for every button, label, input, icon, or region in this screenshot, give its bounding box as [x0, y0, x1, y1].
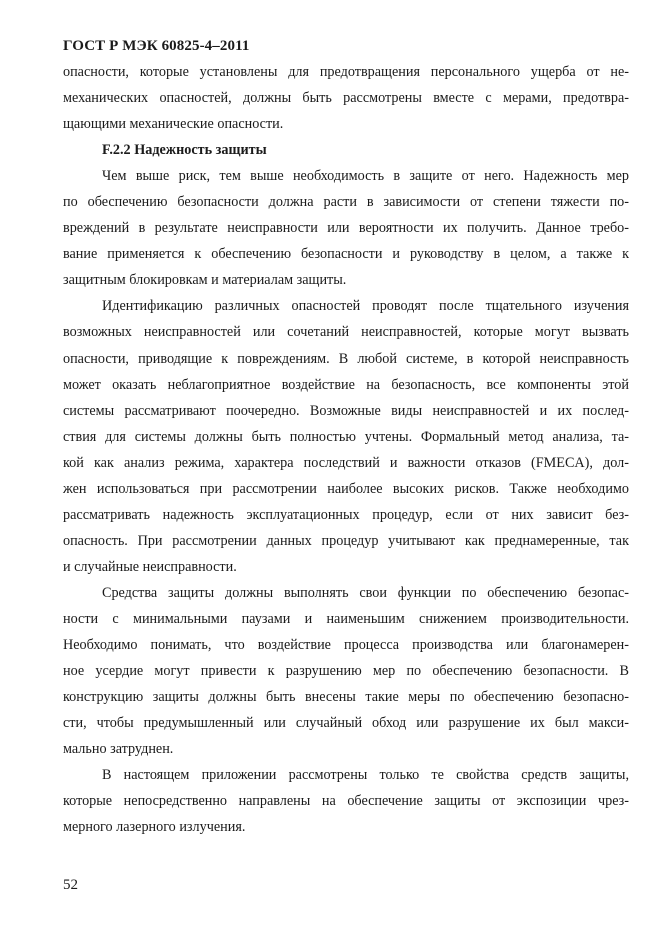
text-line-content: Идентификацию различных опасностей проводят после тщательного изучения — [102, 298, 629, 315]
text-line — [63, 710, 629, 736]
text-line-content: защитным блокировкам и материалам защиты. — [63, 272, 347, 289]
text-line — [63, 502, 629, 528]
text-line-content: по обеспечению безопасности должна расти в зависимости от степени тяжести по- — [63, 194, 629, 211]
text-line-content: ствия для системы должны быть полностью учтены. Формальный метод анализа, та- — [63, 428, 629, 445]
text-line-content: Чем выше риск, тем выше необходимость в защите от него. Надежность мер — [102, 168, 629, 185]
text-line-content: ности с минимальными паузами и наименьшим снижением производительности. — [63, 610, 629, 627]
text-line-content: вание применяется к обеспечению безопасности и руководству в целом, а также к — [63, 246, 629, 263]
text-line-content: опасности, которые установлены для предотвращения персонального ущерба от не- — [63, 64, 629, 80]
text-line — [63, 658, 629, 684]
text-line — [63, 215, 629, 241]
text-line — [63, 632, 629, 658]
text-line — [63, 372, 629, 398]
text-line-content: мально затруднен. — [63, 741, 174, 758]
document-body — [63, 59, 629, 840]
text-line-content: рассматривать надежность эксплуатационных процедур, если от них зависит без- — [63, 506, 629, 523]
text-line — [63, 762, 629, 788]
text-line-content: ное усердие могут привести к разрушению мер по обеспечению безопасности. В — [63, 663, 629, 680]
text-line — [63, 398, 629, 424]
text-line-content: и случайные неисправности. — [63, 558, 237, 575]
text-line-content: конструкцию защиты должны быть внесены такие меры по обеспечению безопасно- — [63, 689, 629, 706]
text-line — [63, 293, 629, 319]
text-line — [63, 111, 629, 137]
text-line — [63, 528, 629, 554]
text-line — [63, 580, 629, 606]
text-line-content: которые непосредственно направлены на обеспечение защиты от экспозиции чрез- — [63, 793, 629, 810]
text-line-content: опасности, приводящие к повреждениям. В любой системе, в которой неисправность — [63, 350, 629, 367]
text-line — [63, 814, 629, 840]
text-line — [63, 241, 629, 267]
text-line — [63, 267, 629, 293]
text-line — [63, 684, 629, 710]
text-line — [63, 59, 629, 85]
text-line — [63, 163, 629, 189]
text-line — [63, 788, 629, 814]
text-line-content: механических опасностей, должны быть рассмотрены вместе с мерами, предотвра- — [63, 90, 629, 107]
page-number: 52 — [63, 877, 78, 893]
document-header-standard: ГОСТ Р МЭК 60825-4–2011 — [63, 38, 250, 54]
text-line-content: опасность. При рассмотрении данных процедур учитывают как преднамеренные, так — [63, 532, 629, 549]
text-line — [63, 424, 629, 450]
text-line-content: кой как анализ режима, характера последствий и важности отказов (FMECA), дол- — [63, 454, 629, 471]
text-line — [63, 476, 629, 502]
text-line — [63, 319, 629, 345]
text-line-content: Средства защиты должны выполнять свои функции по обеспечению безопас- — [102, 584, 629, 601]
text-line-content: может оказать неблагоприятное воздействие на безопасность, все компоненты этой — [63, 376, 629, 393]
text-line-content: мерного лазерного излучения. — [63, 819, 246, 836]
section-heading-text: F.2.2 Надежность защиты — [102, 142, 267, 159]
text-line-content: щающими механические опасности. — [63, 116, 284, 133]
text-line — [63, 85, 629, 111]
section-heading — [63, 137, 629, 163]
text-line-content: В настоящем приложении рассмотрены только те свойства средств защиты, — [102, 767, 629, 784]
text-line — [63, 450, 629, 476]
text-line-content: Необходимо понимать, что воздействие процесса производства или благонамерен- — [63, 637, 629, 654]
text-line-content: системы рассматривают поочередно. Возможные виды неисправностей и их послед- — [63, 402, 629, 419]
text-line — [63, 346, 629, 372]
text-line — [63, 606, 629, 632]
text-line — [63, 736, 629, 762]
text-line — [63, 189, 629, 215]
text-line-content: вреждений в результате неисправности или вероятности их получить. Данное требо- — [63, 220, 629, 237]
text-line — [63, 554, 629, 580]
text-line-content: возможных неисправностей или сочетаний неисправностей, которые могут вызвать — [63, 324, 629, 341]
text-line-content: жен использоваться при рассмотрении наиболее высоких рисков. Также необходимо — [63, 480, 629, 497]
text-line-content: сти, чтобы предумышленный или случайный обход или разрушение их был макси- — [63, 715, 629, 732]
